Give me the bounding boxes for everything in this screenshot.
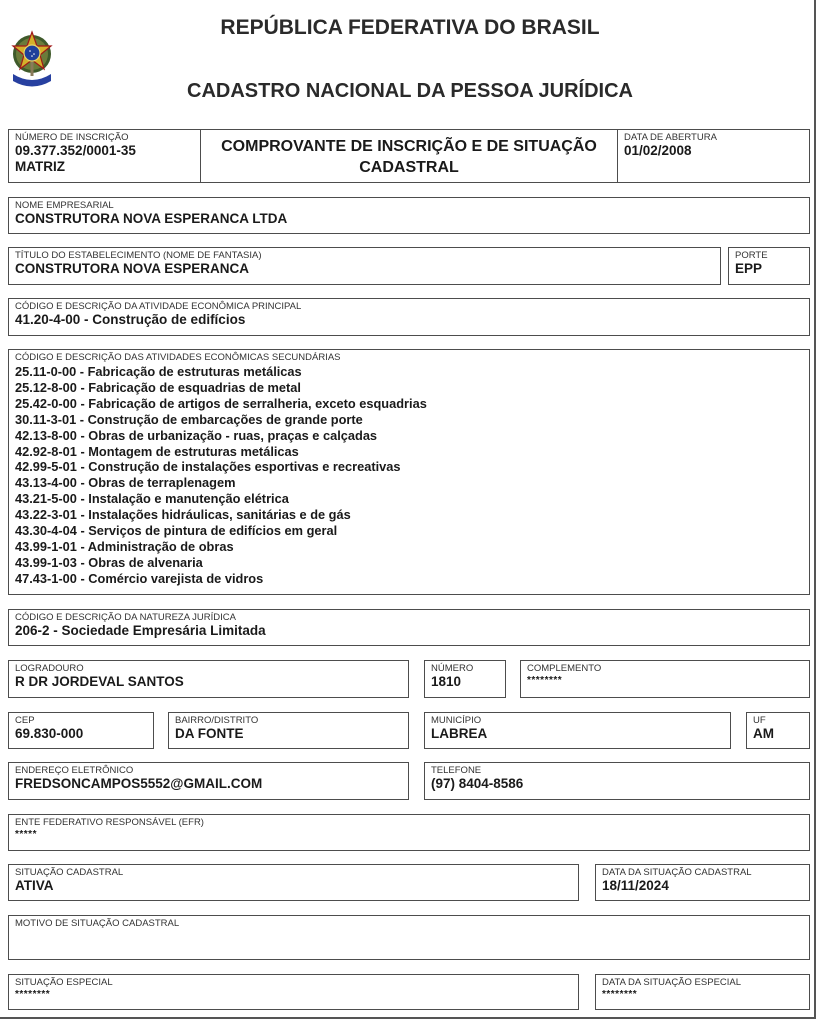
situacao-especial-box — [8, 974, 579, 1010]
atividade-principal-box — [8, 298, 810, 336]
titulo-label: TÍTULO DO ESTABELECIMENTO (NOME DE FANTASIA) — [15, 250, 262, 261]
nome-empresarial-label: NOME EMPRESARIAL — [15, 200, 114, 211]
list-item: 43.99-1-01 - Administração de obras — [15, 538, 234, 554]
atividades-secundarias-list — [15, 364, 427, 587]
email-box — [8, 762, 409, 800]
uf-label: UF — [753, 715, 766, 726]
complemento-value: ******** — [527, 675, 563, 686]
titulo-box — [8, 247, 721, 285]
telefone-label: TELEFONE — [431, 765, 482, 776]
natureza-juridica-box — [8, 609, 810, 646]
situacao-especial-label: SITUAÇÃO ESPECIAL — [15, 977, 113, 988]
situacao-value: ATIVA — [15, 878, 54, 893]
bairro-label: BAIRRO/DISTRITO — [175, 715, 259, 726]
porte-box — [728, 247, 810, 285]
abertura-label: DATA DE ABERTURA — [624, 132, 717, 143]
motivo-label: MOTIVO DE SITUAÇÃO CADASTRAL — [15, 918, 180, 929]
logradouro-box — [8, 660, 409, 698]
data-situacao-especial-value: ******** — [602, 989, 638, 1000]
list-item: 42.92-8-01 - Montagem de estruturas metálicas — [15, 443, 299, 459]
complemento-label: COMPLEMENTO — [527, 663, 602, 674]
email-label: ENDEREÇO ELETRÔNICO — [15, 765, 134, 776]
atividades-secundarias-box — [8, 349, 810, 595]
list-item: 25.12-8-00 - Fabricação de esquadrias de metal — [15, 379, 301, 395]
list-item: 43.21-5-00 - Instalação e manutenção elétrica — [15, 491, 289, 507]
email-value: FREDSONCAMPOS5552@GMAIL.COM — [15, 776, 263, 791]
porte-value: EPP — [735, 261, 763, 276]
atividade-principal-label: CÓDIGO E DESCRIÇÃO DA ATIVIDADE ECONÔMICA PRINCIPAL — [15, 301, 302, 312]
nome-empresarial-value: CONSTRUTORA NOVA ESPERANCA LTDA — [15, 211, 288, 226]
telefone-box — [424, 762, 810, 800]
efr-value: ***** — [15, 829, 37, 840]
estabelecimento-tipo: MATRIZ — [15, 159, 65, 174]
page-subtitle: CADASTRO NACIONAL DA PESSOA JURÍDICA — [187, 80, 633, 102]
titulo-value: CONSTRUTORA NOVA ESPERANCA — [15, 261, 250, 276]
porte-label: PORTE — [735, 250, 768, 261]
list-item: 43.99-1-03 - Obras de alvenaria — [15, 554, 203, 570]
nome-empresarial-box — [8, 197, 810, 234]
list-item: 30.11-3-01 - Construção de embarcações de grande porte — [15, 411, 363, 427]
cep-label: CEP — [15, 715, 35, 726]
complemento-box — [520, 660, 810, 698]
uf-value: AM — [753, 726, 774, 741]
comprovante-title-box — [200, 129, 618, 183]
inscricao-label: NÚMERO DE INSCRIÇÃO — [15, 132, 129, 143]
list-item: 25.11-0-00 - Fabricação de estruturas metálicas — [15, 364, 302, 379]
numero-box — [424, 660, 506, 698]
cep-value: 69.830-000 — [15, 726, 84, 741]
cep-box — [8, 712, 154, 749]
municipio-label: MUNICÍPIO — [431, 715, 482, 726]
numero-label: NÚMERO — [431, 663, 474, 674]
comprovante-title — [201, 136, 617, 178]
data-situacao-box — [595, 864, 810, 901]
municipio-box — [424, 712, 731, 749]
cnpj-value: 09.377.352/0001-35 — [15, 143, 136, 158]
data-situacao-especial-box — [595, 974, 810, 1010]
bairro-value: DA FONTE — [175, 726, 244, 741]
situacao-especial-value: ******** — [15, 989, 51, 1000]
list-item: 43.13-4-00 - Obras de terraplenagem — [15, 475, 236, 491]
bairro-box — [168, 712, 409, 749]
uf-box — [746, 712, 810, 749]
inscricao-box — [8, 129, 201, 183]
abertura-box — [617, 129, 810, 183]
logradouro-label: LOGRADOURO — [15, 663, 84, 674]
list-item: 42.99-5-01 - Construção de instalações esportivas e recreativas — [15, 459, 401, 475]
data-situacao-value: 18/11/2024 — [602, 878, 669, 893]
motivo-box — [8, 915, 810, 960]
page-title: REPÚBLICA FEDERATIVA DO BRASIL — [220, 16, 600, 39]
numero-value: 1810 — [431, 674, 462, 689]
data-situacao-especial-label: DATA DA SITUAÇÃO ESPECIAL — [602, 977, 742, 988]
municipio-value: LABREA — [431, 726, 488, 741]
comprovante-title-line1: COMPROVANTE DE INSCRIÇÃO E DE SITUAÇÃO — [221, 138, 597, 155]
telefone-value: (97) 8404-8586 — [431, 776, 524, 791]
efr-label: ENTE FEDERATIVO RESPONSÁVEL (EFR) — [15, 817, 204, 828]
atividades-secundarias-label: CÓDIGO E DESCRIÇÃO DAS ATIVIDADES ECONÔMICAS SECUNDÁRIAS — [15, 352, 341, 363]
natureza-juridica-label: CÓDIGO E DESCRIÇÃO DA NATUREZA JURÍDICA — [15, 612, 236, 623]
logradouro-value: R DR JORDEVAL SANTOS — [15, 674, 184, 689]
situacao-box — [8, 864, 579, 901]
list-item: 25.42-0-00 - Fabricação de artigos de serralheria, exceto esquadrias — [15, 395, 427, 411]
data-situacao-label: DATA DA SITUAÇÃO CADASTRAL — [602, 867, 752, 878]
atividade-principal-value: 41.20-4-00 - Construção de edifícios — [15, 312, 246, 327]
situacao-label: SITUAÇÃO CADASTRAL — [15, 867, 124, 878]
comprovante-title-line2: CADASTRAL — [359, 159, 459, 176]
efr-box — [8, 814, 810, 851]
list-item: 42.13-8-00 - Obras de urbanização - ruas, praças e calçadas — [15, 427, 378, 443]
list-item: 47.43-1-00 - Comércio varejista de vidros — [15, 570, 264, 586]
list-item: 43.30-4-04 - Serviços de pintura de edifícios em geral — [15, 523, 338, 539]
natureza-juridica-value: 206-2 - Sociedade Empresária Limitada — [15, 623, 266, 638]
abertura-value: 01/02/2008 — [624, 143, 692, 158]
list-item: 43.22-3-01 - Instalações hidráulicas, sanitárias e de gás — [15, 507, 351, 523]
